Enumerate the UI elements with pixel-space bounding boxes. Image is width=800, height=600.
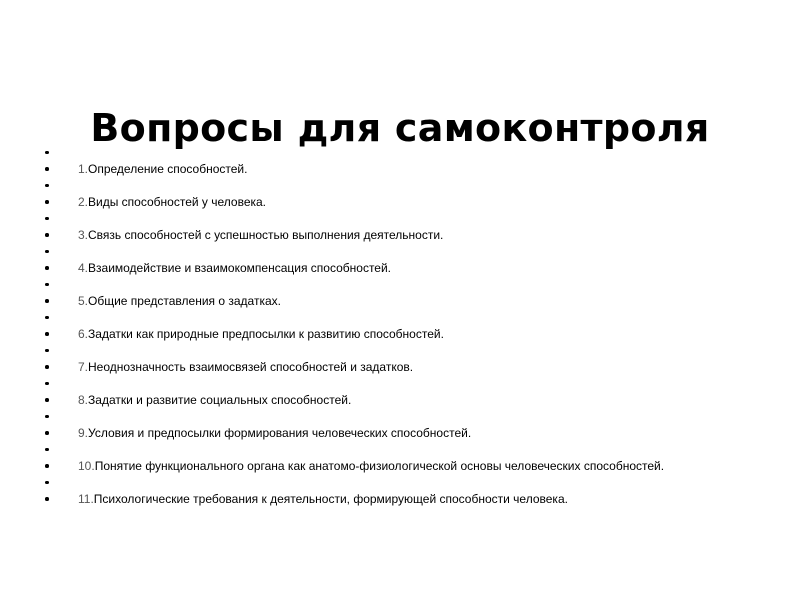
question-text (78, 261, 740, 275)
question-item (40, 360, 740, 374)
question-number: 5. (78, 294, 89, 308)
question-item (40, 327, 740, 341)
empty-bullet-row (40, 476, 740, 490)
question-item (40, 228, 740, 242)
empty-bullet-row (40, 311, 740, 325)
question-label: Условия и предпосылки формирования человеческих способностей. (88, 426, 472, 440)
question-number: 4. (78, 261, 89, 275)
question-text (78, 162, 740, 176)
question-item (40, 294, 740, 308)
question-number: 11. (78, 492, 94, 506)
question-text (78, 459, 740, 473)
empty-bullet-row (40, 278, 740, 292)
question-text (78, 492, 740, 506)
empty-bullet-row (40, 179, 740, 193)
question-number: 7. (78, 360, 89, 374)
question-text (78, 294, 740, 308)
question-label: Неоднозначность взаимосвязей способностей и задатков. (88, 360, 414, 374)
question-item (40, 261, 740, 275)
question-item (40, 162, 740, 176)
question-text (78, 327, 740, 341)
question-number: 1. (78, 162, 89, 176)
question-text (78, 228, 740, 242)
empty-bullet-row (40, 443, 740, 457)
question-text (78, 195, 740, 209)
empty-bullet-row (40, 146, 740, 160)
question-number: 9. (78, 426, 89, 440)
question-number: 2. (78, 195, 89, 209)
question-label: Психологические требования к деятельности, формирующей способности человека. (93, 492, 568, 506)
empty-bullet-row (40, 212, 740, 226)
question-text (78, 360, 740, 374)
question-label: Виды способностей у человека. (88, 195, 267, 209)
question-number: 10. (78, 459, 95, 473)
question-text (78, 393, 740, 407)
question-item (40, 459, 740, 473)
empty-bullet-row (40, 245, 740, 259)
question-item (40, 393, 740, 407)
question-label: Взаимодействие и взаимокомпенсация способностей. (88, 261, 392, 275)
question-label: Определение способностей. (88, 162, 248, 176)
empty-bullet-row (40, 377, 740, 391)
slide-title: Вопросы для самоконтроля (90, 106, 710, 150)
question-label: Общие представления о задатках. (88, 294, 281, 308)
question-label: Задатки как природные предпосылки к развитию способностей. (88, 327, 444, 341)
question-list (40, 143, 740, 506)
question-label: Задатки и развитие социальных способностей. (88, 393, 352, 407)
empty-bullet-row (40, 344, 740, 358)
question-number: 3. (78, 228, 89, 242)
empty-bullet-row (40, 410, 740, 424)
question-text (78, 426, 740, 440)
question-item (40, 492, 740, 506)
question-label: Понятие функционального органа как анатомо-физиологической основы человеческих способностей. (94, 459, 665, 473)
question-label: Связь способностей с успешностью выполнения деятельности. (88, 228, 444, 242)
question-number: 8. (78, 393, 89, 407)
question-item (40, 426, 740, 440)
question-item (40, 195, 740, 209)
question-number: 6. (78, 327, 89, 341)
